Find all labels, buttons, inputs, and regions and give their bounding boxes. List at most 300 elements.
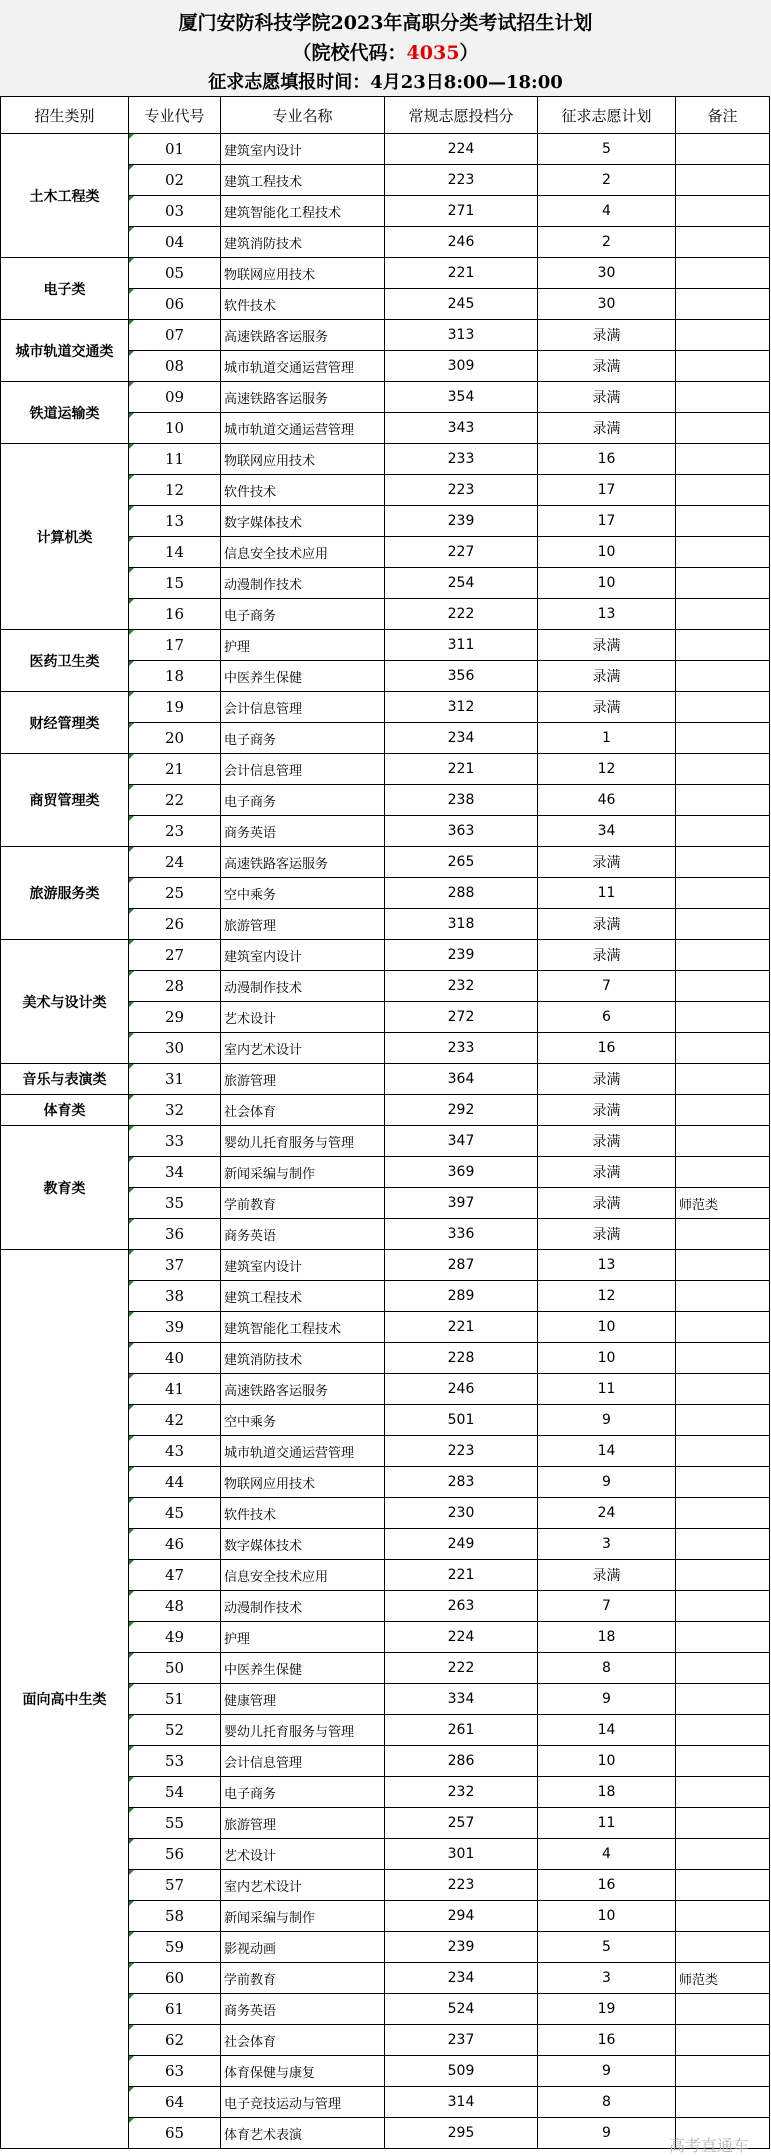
column-header-code: 专业代号	[129, 97, 221, 134]
plan-cell: 14	[538, 1436, 676, 1467]
major-code-cell: 41	[129, 1374, 221, 1405]
plan-cell: 9	[538, 1684, 676, 1715]
note-cell	[676, 1312, 770, 1343]
plan-cell: 30	[538, 289, 676, 320]
plan-cell: 17	[538, 475, 676, 506]
major-name-cell: 动漫制作技术	[221, 568, 385, 599]
major-code-cell: 53	[129, 1746, 221, 1777]
note-cell	[676, 816, 770, 847]
major-code-cell: 27	[129, 940, 221, 971]
major-code-cell: 54	[129, 1777, 221, 1808]
major-name-cell: 建筑智能化工程技术	[221, 1312, 385, 1343]
score-cell: 263	[385, 1591, 538, 1622]
table-row	[1, 847, 770, 878]
major-code-cell: 28	[129, 971, 221, 1002]
major-code-cell: 49	[129, 1622, 221, 1653]
school-code-suffix: ）	[459, 42, 479, 64]
major-name-cell: 动漫制作技术	[221, 1591, 385, 1622]
major-name-cell: 软件技术	[221, 1498, 385, 1529]
note-cell	[676, 847, 770, 878]
score-cell: 239	[385, 506, 538, 537]
major-code-cell: 26	[129, 909, 221, 940]
major-name-cell: 体育艺术表演	[221, 2118, 385, 2149]
plan-cell: 录满	[538, 847, 676, 878]
note-cell	[676, 1932, 770, 1963]
major-code-cell: 29	[129, 1002, 221, 1033]
table-row	[1, 134, 770, 165]
score-cell: 524	[385, 1994, 538, 2025]
major-name-cell: 电子商务	[221, 723, 385, 754]
category-cell: 商贸管理类	[1, 754, 129, 847]
table-row	[1, 630, 770, 661]
major-name-cell: 建筑工程技术	[221, 165, 385, 196]
note-cell	[676, 196, 770, 227]
plan-cell: 18	[538, 1777, 676, 1808]
category-cell: 财经管理类	[1, 692, 129, 754]
note-cell	[676, 1901, 770, 1932]
table-body	[1, 134, 770, 2149]
major-name-cell: 建筑消防技术	[221, 227, 385, 258]
score-cell: 224	[385, 134, 538, 165]
major-name-cell: 学前教育	[221, 1188, 385, 1219]
score-cell: 232	[385, 1777, 538, 1808]
score-cell: 313	[385, 320, 538, 351]
plan-cell: 11	[538, 1808, 676, 1839]
major-name-cell: 建筑室内设计	[221, 940, 385, 971]
plan-cell: 1	[538, 723, 676, 754]
plan-cell: 30	[538, 258, 676, 289]
score-cell: 312	[385, 692, 538, 723]
score-cell: 363	[385, 816, 538, 847]
note-cell	[676, 1839, 770, 1870]
table-row	[1, 1250, 770, 1281]
major-code-cell: 33	[129, 1126, 221, 1157]
score-cell: 354	[385, 382, 538, 413]
school-code-value: 4035	[406, 42, 460, 64]
column-header-major: 专业名称	[221, 97, 385, 134]
major-name-cell: 室内艺术设计	[221, 1033, 385, 1064]
note-cell	[676, 1157, 770, 1188]
table-row	[1, 1095, 770, 1126]
major-name-cell: 高速铁路客运服务	[221, 847, 385, 878]
note-cell	[676, 754, 770, 785]
score-cell: 238	[385, 785, 538, 816]
plan-cell: 7	[538, 971, 676, 1002]
note-cell	[676, 258, 770, 289]
note-cell	[676, 1715, 770, 1746]
major-code-cell: 22	[129, 785, 221, 816]
plan-cell: 9	[538, 1405, 676, 1436]
category-cell: 面向高中生类	[1, 1250, 129, 2149]
note-cell	[676, 1591, 770, 1622]
score-cell: 254	[385, 568, 538, 599]
major-name-cell: 体育保健与康复	[221, 2056, 385, 2087]
watermark-text: 高考直通车	[668, 2136, 749, 2155]
score-cell: 336	[385, 1219, 538, 1250]
note-cell	[676, 413, 770, 444]
score-cell: 239	[385, 1932, 538, 1963]
score-cell: 237	[385, 2025, 538, 2056]
category-cell: 音乐与表演类	[1, 1064, 129, 1095]
plan-cell: 10	[538, 1312, 676, 1343]
major-code-cell: 37	[129, 1250, 221, 1281]
note-cell	[676, 537, 770, 568]
score-cell: 223	[385, 475, 538, 506]
score-cell: 289	[385, 1281, 538, 1312]
major-name-cell: 建筑室内设计	[221, 134, 385, 165]
score-cell: 222	[385, 599, 538, 630]
score-cell: 239	[385, 940, 538, 971]
plan-cell: 14	[538, 1715, 676, 1746]
plan-cell: 46	[538, 785, 676, 816]
score-cell: 501	[385, 1405, 538, 1436]
note-cell	[676, 909, 770, 940]
note-cell	[676, 1281, 770, 1312]
score-cell: 223	[385, 1870, 538, 1901]
plan-cell: 12	[538, 1281, 676, 1312]
note-cell	[676, 1622, 770, 1653]
score-cell: 347	[385, 1126, 538, 1157]
major-name-cell: 高速铁路客运服务	[221, 382, 385, 413]
plan-cell: 16	[538, 444, 676, 475]
major-name-cell: 会计信息管理	[221, 1746, 385, 1777]
note-cell	[676, 1498, 770, 1529]
note-cell	[676, 289, 770, 320]
table-row	[1, 1064, 770, 1095]
school-code-line	[0, 38, 771, 65]
plan-cell: 19	[538, 1994, 676, 2025]
table-row	[1, 1126, 770, 1157]
plan-cell: 录满	[538, 1064, 676, 1095]
note-cell	[676, 692, 770, 723]
plan-cell: 16	[538, 1870, 676, 1901]
major-code-cell: 16	[129, 599, 221, 630]
major-code-cell: 09	[129, 382, 221, 413]
plan-cell: 10	[538, 1343, 676, 1374]
major-name-cell: 空中乘务	[221, 1405, 385, 1436]
plan-cell: 18	[538, 1622, 676, 1653]
major-code-cell: 38	[129, 1281, 221, 1312]
score-cell: 288	[385, 878, 538, 909]
note-cell	[676, 1467, 770, 1498]
major-code-cell: 04	[129, 227, 221, 258]
score-cell: 318	[385, 909, 538, 940]
note-cell	[676, 878, 770, 909]
note-cell	[676, 723, 770, 754]
score-cell: 249	[385, 1529, 538, 1560]
category-cell: 计算机类	[1, 444, 129, 630]
major-name-cell: 物联网应用技术	[221, 258, 385, 289]
major-code-cell: 45	[129, 1498, 221, 1529]
plan-cell: 10	[538, 1746, 676, 1777]
note-cell	[676, 661, 770, 692]
major-name-cell: 新闻采编与制作	[221, 1901, 385, 1932]
score-cell: 509	[385, 2056, 538, 2087]
plan-cell: 9	[538, 2118, 676, 2149]
major-code-cell: 59	[129, 1932, 221, 1963]
major-name-cell: 建筑智能化工程技术	[221, 196, 385, 227]
note-cell	[676, 1529, 770, 1560]
major-name-cell: 学前教育	[221, 1963, 385, 1994]
table-row	[1, 382, 770, 413]
major-code-cell: 57	[129, 1870, 221, 1901]
plan-cell: 8	[538, 1653, 676, 1684]
note-cell	[676, 351, 770, 382]
note-cell	[676, 1436, 770, 1467]
category-cell: 美术与设计类	[1, 940, 129, 1064]
score-cell: 232	[385, 971, 538, 1002]
score-cell: 257	[385, 1808, 538, 1839]
major-name-cell: 软件技术	[221, 475, 385, 506]
score-cell: 397	[385, 1188, 538, 1219]
major-name-cell: 数字媒体技术	[221, 506, 385, 537]
note-cell	[676, 382, 770, 413]
major-name-cell: 艺术设计	[221, 1839, 385, 1870]
major-code-cell: 02	[129, 165, 221, 196]
major-name-cell: 建筑室内设计	[221, 1250, 385, 1281]
score-cell: 301	[385, 1839, 538, 1870]
plan-cell: 16	[538, 1033, 676, 1064]
plan-cell: 11	[538, 878, 676, 909]
table-row	[1, 258, 770, 289]
plan-cell: 10	[538, 568, 676, 599]
major-name-cell: 护理	[221, 630, 385, 661]
major-code-cell: 25	[129, 878, 221, 909]
score-cell: 309	[385, 351, 538, 382]
major-name-cell: 高速铁路客运服务	[221, 1374, 385, 1405]
plan-cell: 9	[538, 1467, 676, 1498]
plan-cell: 录满	[538, 413, 676, 444]
major-code-cell: 60	[129, 1963, 221, 1994]
plan-cell: 录满	[538, 661, 676, 692]
score-cell: 265	[385, 847, 538, 878]
plan-cell: 24	[538, 1498, 676, 1529]
note-cell	[676, 971, 770, 1002]
score-cell: 221	[385, 1560, 538, 1591]
major-code-cell: 43	[129, 1436, 221, 1467]
plan-cell: 3	[538, 1963, 676, 1994]
score-cell: 233	[385, 1033, 538, 1064]
major-name-cell: 会计信息管理	[221, 692, 385, 723]
major-code-cell: 30	[129, 1033, 221, 1064]
score-cell: 223	[385, 1436, 538, 1467]
major-name-cell: 商务英语	[221, 1994, 385, 2025]
major-name-cell: 城市轨道交通运营管理	[221, 1436, 385, 1467]
note-cell	[676, 2025, 770, 2056]
major-code-cell: 56	[129, 1839, 221, 1870]
category-cell: 教育类	[1, 1126, 129, 1250]
score-cell: 233	[385, 444, 538, 475]
major-code-cell: 42	[129, 1405, 221, 1436]
major-name-cell: 电子商务	[221, 1777, 385, 1808]
note-cell	[676, 1870, 770, 1901]
score-cell: 246	[385, 227, 538, 258]
major-code-cell: 47	[129, 1560, 221, 1591]
plan-cell: 录满	[538, 351, 676, 382]
plan-cell: 5	[538, 1932, 676, 1963]
major-name-cell: 城市轨道交通运营管理	[221, 351, 385, 382]
score-cell: 245	[385, 289, 538, 320]
note-cell	[676, 1002, 770, 1033]
column-header-note: 备注	[676, 97, 770, 134]
major-name-cell: 物联网应用技术	[221, 444, 385, 475]
major-name-cell: 影视动画	[221, 1932, 385, 1963]
note-cell	[676, 134, 770, 165]
major-code-cell: 12	[129, 475, 221, 506]
major-name-cell: 商务英语	[221, 816, 385, 847]
score-cell: 227	[385, 537, 538, 568]
column-header-category: 招生类别	[1, 97, 129, 134]
note-cell	[676, 1653, 770, 1684]
note-cell	[676, 1777, 770, 1808]
major-name-cell: 物联网应用技术	[221, 1467, 385, 1498]
major-code-cell: 23	[129, 816, 221, 847]
plan-cell: 3	[538, 1529, 676, 1560]
score-cell: 314	[385, 2087, 538, 2118]
major-name-cell: 数字媒体技术	[221, 1529, 385, 1560]
major-code-cell: 01	[129, 134, 221, 165]
note-cell	[676, 1343, 770, 1374]
note-cell	[676, 1219, 770, 1250]
major-name-cell: 旅游管理	[221, 1064, 385, 1095]
table-row	[1, 444, 770, 475]
score-cell: 230	[385, 1498, 538, 1529]
score-cell: 283	[385, 1467, 538, 1498]
note-cell	[676, 1994, 770, 2025]
major-code-cell: 55	[129, 1808, 221, 1839]
category-cell: 土木工程类	[1, 134, 129, 258]
major-name-cell: 婴幼儿托育服务与管理	[221, 1715, 385, 1746]
note-cell	[676, 1250, 770, 1281]
plan-cell: 录满	[538, 630, 676, 661]
score-cell: 261	[385, 1715, 538, 1746]
score-cell: 271	[385, 196, 538, 227]
category-cell: 旅游服务类	[1, 847, 129, 940]
major-code-cell: 50	[129, 1653, 221, 1684]
table-row	[1, 754, 770, 785]
category-cell: 医药卫生类	[1, 630, 129, 692]
note-cell	[676, 165, 770, 196]
score-cell: 223	[385, 165, 538, 196]
score-cell: 286	[385, 1746, 538, 1777]
table-row	[1, 320, 770, 351]
score-cell: 221	[385, 754, 538, 785]
note-cell	[676, 1684, 770, 1715]
score-cell: 234	[385, 723, 538, 754]
plan-cell: 录满	[538, 1157, 676, 1188]
category-cell: 电子类	[1, 258, 129, 320]
plan-cell: 录满	[538, 1126, 676, 1157]
major-code-cell: 44	[129, 1467, 221, 1498]
note-cell	[676, 1560, 770, 1591]
plan-cell: 录满	[538, 1188, 676, 1219]
major-name-cell: 信息安全技术应用	[221, 537, 385, 568]
major-code-cell: 11	[129, 444, 221, 475]
major-name-cell: 会计信息管理	[221, 754, 385, 785]
score-cell: 311	[385, 630, 538, 661]
score-cell: 221	[385, 258, 538, 289]
plan-cell: 4	[538, 1839, 676, 1870]
major-name-cell: 高速铁路客运服务	[221, 320, 385, 351]
note-cell: 师范类	[676, 1963, 770, 1994]
major-code-cell: 62	[129, 2025, 221, 2056]
major-name-cell: 电子商务	[221, 599, 385, 630]
note-cell	[676, 1808, 770, 1839]
plan-cell: 4	[538, 196, 676, 227]
major-code-cell: 48	[129, 1591, 221, 1622]
note-cell	[676, 599, 770, 630]
plan-cell: 13	[538, 599, 676, 630]
major-code-cell: 64	[129, 2087, 221, 2118]
score-cell: 364	[385, 1064, 538, 1095]
score-cell: 224	[385, 1622, 538, 1653]
major-name-cell: 城市轨道交通运营管理	[221, 413, 385, 444]
note-cell	[676, 785, 770, 816]
major-name-cell: 软件技术	[221, 289, 385, 320]
score-cell: 295	[385, 2118, 538, 2149]
major-name-cell: 社会体育	[221, 1095, 385, 1126]
note-cell	[676, 506, 770, 537]
table-header-row	[1, 97, 770, 134]
major-name-cell: 艺术设计	[221, 1002, 385, 1033]
note-cell	[676, 475, 770, 506]
note-cell	[676, 1033, 770, 1064]
major-code-cell: 34	[129, 1157, 221, 1188]
major-code-cell: 15	[129, 568, 221, 599]
score-cell: 356	[385, 661, 538, 692]
score-cell: 294	[385, 1901, 538, 1932]
note-cell	[676, 1095, 770, 1126]
major-name-cell: 旅游管理	[221, 1808, 385, 1839]
score-cell: 234	[385, 1963, 538, 1994]
plan-cell: 34	[538, 816, 676, 847]
enrollment-plan-table	[0, 96, 770, 2149]
major-name-cell: 健康管理	[221, 1684, 385, 1715]
plan-cell: 17	[538, 506, 676, 537]
category-cell: 体育类	[1, 1095, 129, 1126]
score-cell: 221	[385, 1312, 538, 1343]
score-cell: 222	[385, 1653, 538, 1684]
major-code-cell: 63	[129, 2056, 221, 2087]
note-cell	[676, 940, 770, 971]
major-name-cell: 中医养生保健	[221, 1653, 385, 1684]
major-code-cell: 10	[129, 413, 221, 444]
major-name-cell: 婴幼儿托育服务与管理	[221, 1126, 385, 1157]
major-name-cell: 新闻采编与制作	[221, 1157, 385, 1188]
note-cell	[676, 320, 770, 351]
plan-cell: 8	[538, 2087, 676, 2118]
plan-cell: 录满	[538, 909, 676, 940]
score-cell: 246	[385, 1374, 538, 1405]
school-code-prefix: （院校代码：	[292, 42, 407, 64]
score-cell: 228	[385, 1343, 538, 1374]
major-code-cell: 06	[129, 289, 221, 320]
note-cell	[676, 444, 770, 475]
major-name-cell: 社会体育	[221, 2025, 385, 2056]
plan-cell: 录满	[538, 1219, 676, 1250]
major-name-cell: 动漫制作技术	[221, 971, 385, 1002]
major-name-cell: 电子商务	[221, 785, 385, 816]
plan-cell: 7	[538, 1591, 676, 1622]
plan-cell: 录满	[538, 382, 676, 413]
major-code-cell: 14	[129, 537, 221, 568]
plan-cell: 9	[538, 2056, 676, 2087]
score-cell: 292	[385, 1095, 538, 1126]
note-cell	[676, 1126, 770, 1157]
major-code-cell: 18	[129, 661, 221, 692]
major-code-cell: 19	[129, 692, 221, 723]
major-name-cell: 信息安全技术应用	[221, 1560, 385, 1591]
